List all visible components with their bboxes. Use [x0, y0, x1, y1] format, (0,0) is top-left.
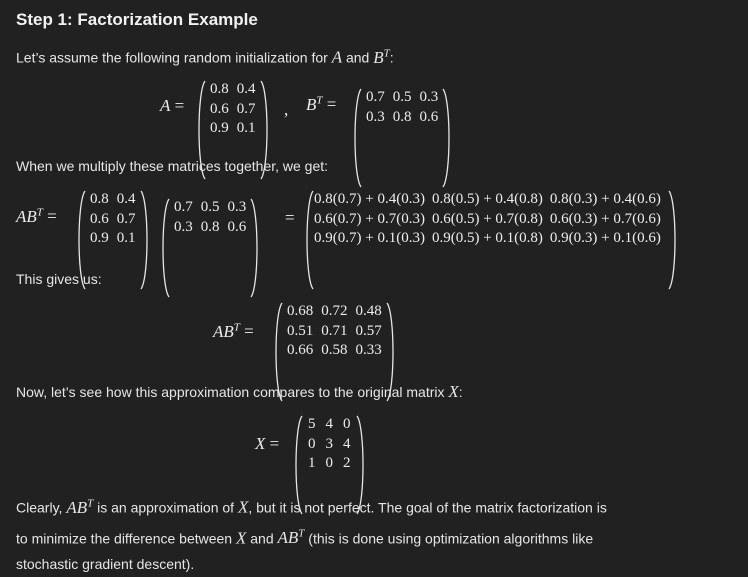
- matrix-a-cell: 0.8: [210, 81, 229, 98]
- eq2-matrix-bt-grid: [170, 198, 250, 298]
- matrix-a-cell: 0.6: [210, 100, 229, 117]
- concl-t2: T: [298, 527, 305, 540]
- eq1-a-label: A: [160, 96, 171, 115]
- matrix-result-cell: 0.51: [287, 322, 314, 339]
- compare-colon: :: [458, 384, 463, 400]
- matrix-x-cell: 0: [325, 455, 333, 472]
- eq2-matrix-a-cell: 0.6: [90, 210, 109, 227]
- matrix-bt-grid: [362, 88, 442, 188]
- eq1-b: B: [306, 94, 317, 114]
- concl-1: Clearly,: [16, 499, 67, 516]
- matrix-result-cell: 0.48: [355, 303, 382, 320]
- eq1-equals: =: [174, 96, 185, 115]
- eq4-x: X: [255, 434, 266, 453]
- matrix-products-cell: 0.8(0.5) + 0.4(0.8): [431, 191, 543, 208]
- matrix-result-cell: 0.71: [321, 322, 348, 339]
- eq1-t: T: [316, 94, 323, 106]
- eq4-lhs: [255, 434, 279, 454]
- eq1-bt-label: [306, 95, 323, 114]
- eq2-matrix-bt-cell: 0.3: [174, 218, 193, 235]
- eq2-matrix-a-right-paren: [140, 190, 149, 290]
- concl-4: and: [246, 530, 278, 547]
- eq2-lhs: [16, 206, 57, 227]
- multiply-paragraph: When we multiply these matrices together, we get:: [16, 158, 329, 174]
- concl-2: is an approximation of: [93, 499, 238, 516]
- matrix-products-grid: [314, 190, 668, 290]
- eq3-lhs: [213, 321, 254, 342]
- compare-paragraph: [16, 379, 463, 405]
- matrix-result-cell: 0.68: [287, 303, 314, 320]
- matrix-x-cell: 2: [343, 455, 351, 472]
- eq1-equals-2: =: [326, 94, 337, 114]
- matrix-bt: [353, 88, 451, 188]
- eq2-matrix-a-cell: 0.9: [90, 230, 109, 247]
- concl-3: , but it is not perfect. The goal of the matrix factorization is to minimize the difference between: [16, 499, 607, 547]
- eq2-equals: =: [47, 206, 57, 226]
- var-b: B: [373, 47, 384, 67]
- concl-5: (this is done using optimization algorithms like stochastic gradient descent).: [16, 530, 594, 573]
- eq2-matrix-bt: [161, 198, 259, 298]
- matrix-bt-right-paren: [442, 88, 451, 188]
- matrix-result-cell: 0.33: [355, 342, 382, 359]
- eq2-t: T: [36, 206, 43, 218]
- eq3-abt: [213, 322, 240, 341]
- matrix-products-cell: 0.6(0.5) + 0.7(0.8): [431, 210, 543, 227]
- matrix-bt-left-paren: [353, 88, 362, 188]
- matrix-bt-cell: 0.7: [366, 89, 385, 106]
- gives-paragraph: This gives us:: [16, 271, 102, 287]
- eq2-matrix-bt-left-paren: [161, 198, 170, 298]
- matrix-result-cell: 0.72: [321, 303, 348, 320]
- matrix-products-cell: 0.8(0.7) + 0.4(0.3): [314, 191, 425, 208]
- matrix-products-cell: 0.8(0.3) + 0.4(0.6): [549, 191, 661, 208]
- eq2-matrix-bt-cell: 0.8: [200, 218, 220, 235]
- eq2-matrix-a-cell: 0.1: [116, 230, 136, 247]
- concl-ab: AB: [66, 497, 88, 517]
- matrix-products: [305, 190, 677, 290]
- matrix-x-cell: 0: [308, 435, 316, 452]
- page-title: Step 1: Factorization Example: [16, 10, 258, 29]
- eq2-matrix-bt-cell: 0.5: [200, 199, 220, 216]
- matrix-x-cell: 4: [343, 435, 351, 452]
- eq3-equals: =: [244, 321, 254, 341]
- compare-text: Now, let’s see how this approximation compares to the original matrix: [16, 384, 449, 400]
- matrix-bt-cell: 0.3: [366, 108, 385, 125]
- eq1-lhs-bt: [306, 94, 336, 115]
- conclusion-paragraph: [16, 490, 616, 577]
- eq2-matrix-a-cell: 0.4: [116, 191, 136, 208]
- intro-text: Let’s assume the following random initialization for: [16, 49, 332, 66]
- matrix-products-left-paren: [305, 190, 314, 290]
- intro-paragraph: [16, 40, 394, 71]
- eq2-matrix-bt-right-paren: [250, 198, 259, 298]
- eq3-t: T: [233, 321, 240, 333]
- eq1-lhs-a: [160, 96, 184, 116]
- matrix-x-cell: 0: [343, 416, 351, 433]
- matrix-products-cell: 0.6(0.3) + 0.7(0.6): [549, 210, 661, 227]
- eq2-matrix-a-cell: 0.7: [116, 210, 136, 227]
- eq4-equals: =: [269, 434, 280, 453]
- matrix-bt-cell: 0.3: [419, 89, 439, 106]
- sup-t: T: [383, 47, 390, 59]
- matrix-a-cell: 0.1: [236, 120, 256, 137]
- var-bt: [373, 48, 390, 67]
- matrix-products-cell: 0.9(0.3) + 0.1(0.6): [549, 230, 661, 247]
- matrix-a-cell: 0.4: [236, 81, 256, 98]
- eq2-equals-2: =: [285, 208, 295, 227]
- matrix-bt-cell: 0.5: [392, 89, 412, 106]
- eq2-matrix-a-cell: 0.8: [90, 191, 109, 208]
- eq2-ab: AB: [16, 206, 37, 226]
- matrix-bt-cell: 0.6: [419, 108, 439, 125]
- eq1-comma: ,: [284, 100, 289, 119]
- concl-abt: [66, 498, 93, 517]
- matrix-a-cell: 0.7: [236, 100, 256, 117]
- matrix-x-cell: 5: [308, 416, 316, 433]
- matrix-result-cell: 0.58: [321, 342, 348, 359]
- matrix-result-cell: 0.66: [287, 342, 314, 359]
- eq2-abt: [16, 207, 43, 226]
- eq3-ab: AB: [213, 321, 234, 341]
- var-x: X: [448, 382, 459, 401]
- matrix-products-cell: 0.6(0.7) + 0.7(0.3): [314, 210, 425, 227]
- matrix-x-cell: 3: [325, 435, 333, 452]
- matrix-products-right-paren: [668, 190, 677, 290]
- matrix-x-cell: 1: [308, 455, 316, 472]
- concl-abt2: [278, 528, 305, 547]
- eq2-matrix-bt-cell: 0.7: [174, 199, 193, 216]
- eq2-matrix-bt-cell: 0.3: [227, 199, 247, 216]
- matrix-result-cell: 0.57: [355, 322, 382, 339]
- matrix-products-cell: 0.9(0.5) + 0.1(0.8): [431, 230, 543, 247]
- intro-and: and: [342, 49, 374, 66]
- eq2-matrix-bt-cell: 0.6: [227, 218, 247, 235]
- concl-x1: X: [237, 497, 249, 517]
- concl-ab2: AB: [277, 528, 299, 548]
- matrix-products-cell: 0.9(0.7) + 0.1(0.3): [314, 230, 425, 247]
- concl-t: T: [87, 497, 94, 509]
- matrix-x-cell: 4: [325, 416, 333, 433]
- matrix-bt-cell: 0.8: [392, 108, 412, 125]
- var-a: A: [331, 47, 343, 67]
- concl-x2: X: [235, 528, 247, 548]
- intro-colon: :: [389, 49, 394, 66]
- matrix-a-cell: 0.9: [210, 120, 229, 137]
